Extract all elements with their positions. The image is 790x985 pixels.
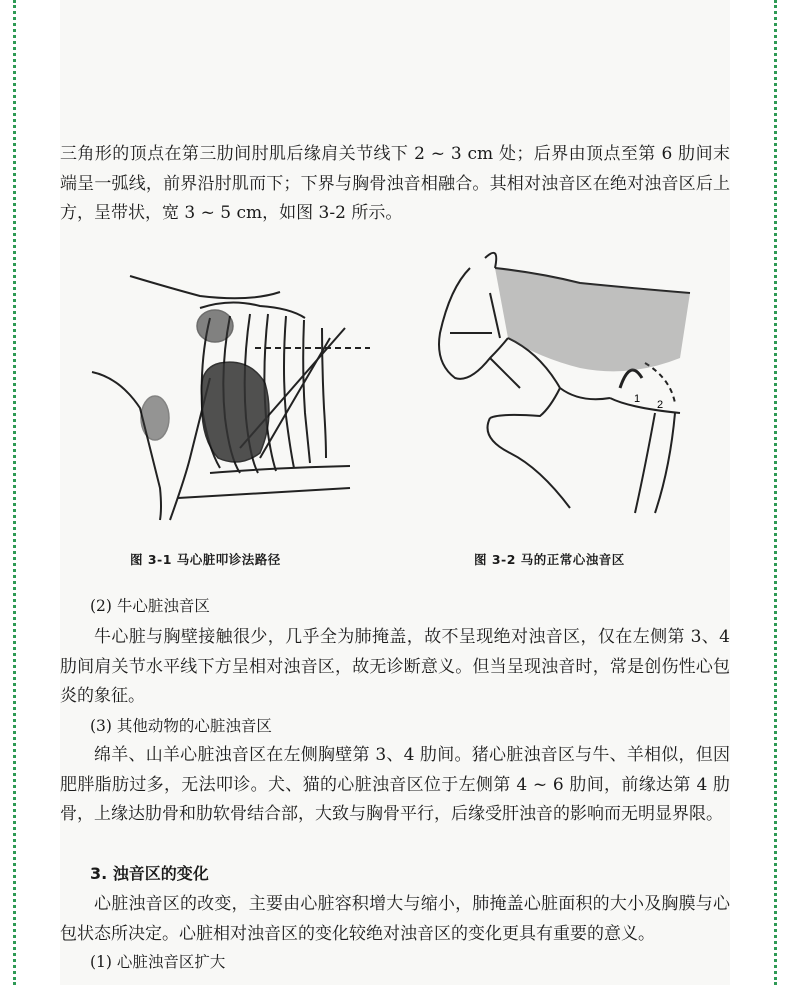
left-dotted-border <box>13 0 16 985</box>
figure-3-2 <box>430 238 700 523</box>
figure-3-1 <box>90 268 380 528</box>
cattle-paragraph: 牛心脏与胸壁接触很少，几乎全为肺掩盖，故不呈现绝对浊音区，仅在左侧第 3、4 肋间肩关节水平线下方呈相对浊音区，故无诊断意义。但当呈现浊音时，常是创伤性心包炎的象征。 <box>60 627 730 706</box>
figure-3-2-caption: 图 3-2 马的正常心浊音区 <box>474 552 625 567</box>
figure-3-1-caption: 图 3-1 马心脏叩诊法路径 <box>130 552 281 567</box>
zone-label-1: 1 <box>634 393 641 405</box>
right-dotted-border <box>774 0 777 985</box>
changes-paragraph: 心脏浊音区的改变，主要由心脏容积增大与缩小，肺掩盖心脏面积的大小及胸膜与心包状态所决定。心脏相对浊音区的变化较绝对浊音区的变化更具有重要的意义。 <box>60 894 730 944</box>
heading-section-3: 3. 浊音区的变化 <box>90 864 209 883</box>
heading-others: (3) 其他动物的心脏浊音区 <box>90 717 272 735</box>
book-page <box>60 0 730 985</box>
zone-label-2: 2 <box>657 399 664 411</box>
others-paragraph: 绵羊、山羊心脏浊音区在左侧胸壁第 3、4 肋间。猪心脏浊音区与牛、羊相似，但因肥胖脂肪过多，无法叩诊。犬、猫的心脏浊音区位于左侧第 4 ~ 6 肋间，前缘达第 4 肋骨，上缘达肋骨和肋软骨结合部，大致与胸骨平行，后缘受肝浊音的影响而无明显界限。 <box>60 745 730 824</box>
heading-cattle: (2) 牛心脏浊音区 <box>90 597 210 615</box>
horse-heart-percussion-illustration <box>90 268 380 528</box>
horse-cardiac-dullness-illustration <box>430 238 700 523</box>
heading-enlarge: (1) 心脏浊音区扩大 <box>90 953 226 971</box>
intro-paragraph: 三角形的顶点在第三肋间肘肌后缘肩关节线下 2 ~ 3 cm 处；后界由顶点至第 6 肋间末端呈一弧线，前界沿肘肌而下；下界与胸骨浊音相融合。其相对浊音区在绝对浊音区后上方，呈带状，宽 3 ~ 5 cm，如图 3-2 所示。 <box>60 144 730 223</box>
